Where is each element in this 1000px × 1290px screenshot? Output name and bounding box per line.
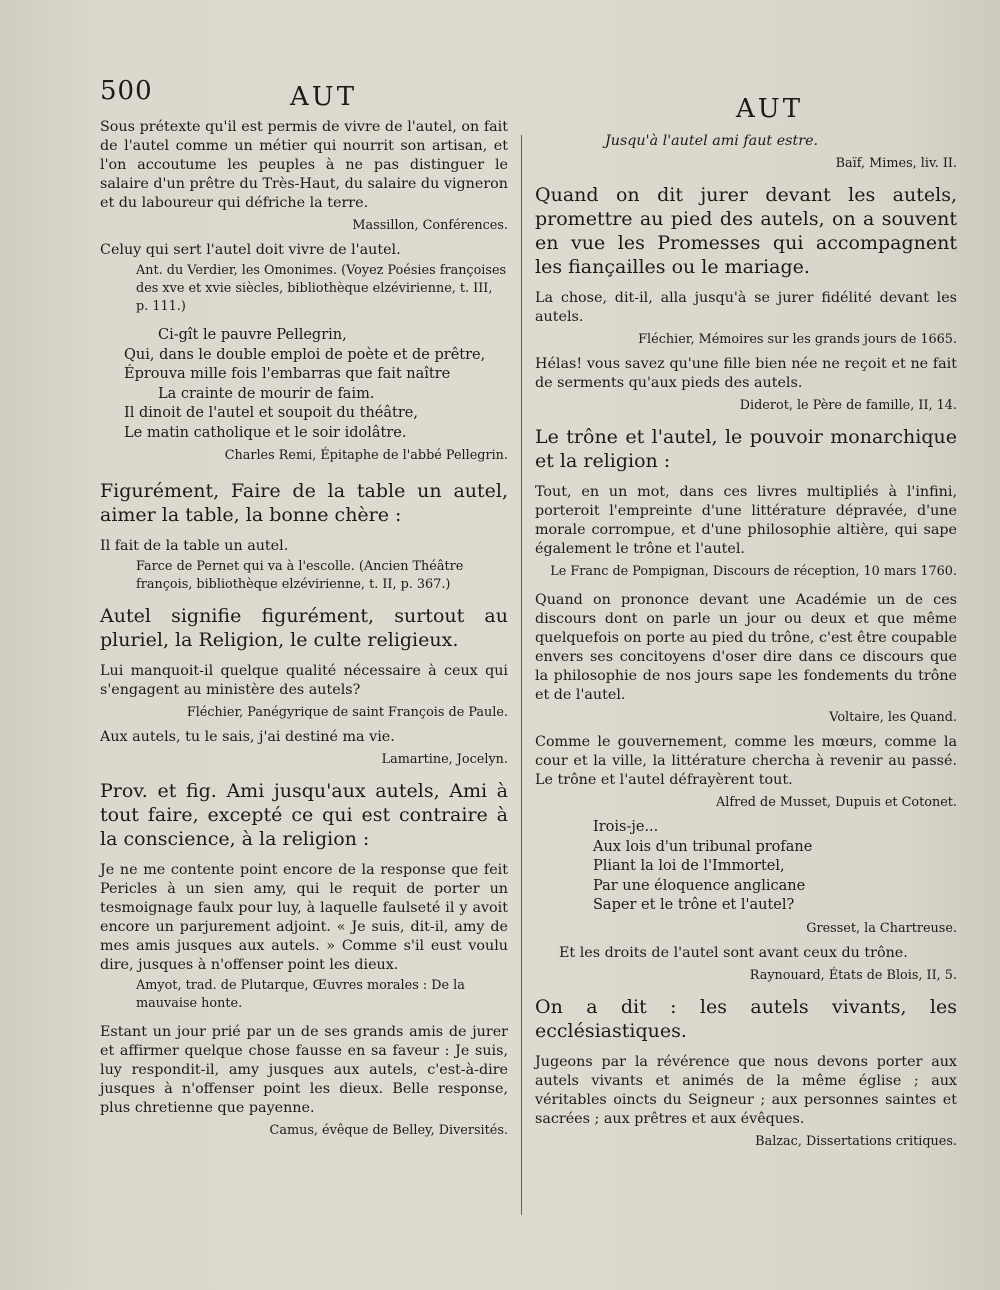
definition-jurer-autels: Quand on dit jurer devant les autels, promettre au pied des autels, on a souvent en vue les Promesses qui accompagnent les fiançailles ou le mariage. — [535, 184, 957, 278]
column-divider — [521, 135, 522, 1215]
definition-ami-autels: Prov. et fig. Ami jusqu'aux autels, Ami à tout faire, excepté ce qui est contraire à la conscience, à la religion : — [100, 780, 508, 850]
right-column — [535, 132, 957, 1151]
verse-line: Qui, dans le double emploi de poète et de prêtre, — [124, 346, 486, 363]
quote-musset: Comme le gouvernement, comme les mœurs, comme la cour et la ville, la littérature chercha à revenir au passé. Le trône et l'autel défrayèrent tout. — [535, 734, 957, 788]
verse-line: Ci-gît le pauvre Pellegrin, — [158, 327, 347, 343]
quote-pompignan: Tout, en un mot, dans ces livres multipliés à l'infini, porteroit l'empreinte d'une littérature dépravée, d'une morale corrompue, et d'une philosophie altière, qui sape également le trône et l'autel. — [535, 484, 957, 557]
source-baif: Baïf, Mimes, liv. II. — [835, 156, 957, 171]
quote-lamartine: Aux autels, tu le sais, j'ai destiné ma vie. — [100, 729, 395, 745]
quote-balzac: Jugeons par la révérence que nous devons porter aux autels vivants et animés de la même église ; aux véritables oincts du Seigneur ; aux personnes saintes et sacrées ; aux prêtres et aux évêques. — [535, 1053, 957, 1127]
definition-autels-vivants: On a dit : les autels vivants, les ecclésiastiques. — [535, 995, 957, 1042]
source-massillon: Massillon, Conférences. — [352, 218, 508, 233]
quote-diderot: Hélas! vous savez qu'une fille bien née ne reçoit et ne fait de serments qu'aux pieds des autels. — [535, 356, 957, 391]
source-raynouard: Raynouard, États de Blois, II, 5. — [749, 967, 957, 983]
quote-baif: Jusqu'à l'autel ami faut estre. — [605, 133, 819, 149]
quote-table-autel: Il fait de la table un autel. — [100, 538, 289, 554]
verse-line: La crainte de mourir de faim. — [158, 385, 375, 402]
source-musset: Alfred de Musset, Dupuis et Cotonet. — [716, 795, 957, 810]
running-head-right: AUT — [736, 94, 804, 124]
definition-religion: Autel signifie figurément, surtout au pluriel, la Religion, le culte religieux. — [100, 605, 508, 651]
verse-pellegrin — [100, 326, 508, 443]
source-lamartine: Lamartine, Jocelyn. — [381, 752, 508, 767]
verse-line: Irois-je... — [593, 819, 659, 835]
source-balzac: Balzac, Dissertations critiques. — [755, 1133, 957, 1149]
verse-line: Pliant la loi de l'Immortel, — [593, 858, 785, 874]
quote-amyot: Je ne me contente point encore de la response que feit Pericles à un sien amy, qui le requit de porter un tesmoignage faulx pour luy, à laquelle faulseté il y avoit encore un parjurement adjoint. « Je suis, dit-il, amy de mes amis jusques aux autels. » Comme s'il eust voulu dire, jusques à n'offenser point les dieux. — [100, 862, 508, 973]
definition-trone-autel: Le trône et l'autel, le pouvoir monarchique et la religion : — [535, 426, 957, 472]
quote-camus: Estant un jour prié par un de ses grands amis de jurer et affirmer quelque chose fausse en sa faveur : Je suis, luy respondit-il, amy jusques aux autels, c'est-à-dire jusques à n'offenser point les dieux. Belle response, plus chretienne que payenne. — [100, 1024, 508, 1116]
verse-gresset — [535, 818, 957, 916]
definition-table-autel: Figurément, Faire de la table un autel, aimer la table, la bonne chère : — [100, 480, 508, 526]
quote-voltaire: Quand on prononce devant une Académie un de ces discours dont on parle un jour ou deux et que même quelquefois on porte au pied du trône, c'est être coupable envers ses concitoyens d'oser dire dans ce discours que la philosophie de nos jours sape les fondements du trône et de l'autel. — [535, 592, 957, 703]
quote-flechier-1: Lui manquoit-il quelque qualité nécessaire à ceux qui s'engagent au ministère des autels? — [100, 663, 508, 698]
source-flechier-1: Fléchier, Panégyrique de saint François de Paule. — [186, 705, 508, 720]
verse-line: Il dinoit de l'autel et soupoit du théâtre, — [124, 405, 418, 421]
page-number: 500 — [100, 76, 153, 106]
verse-line: Éprouva mille fois l'embarras que fait naître — [124, 366, 451, 382]
running-head-left: AUT — [290, 82, 358, 112]
quote-massillon: Sous prétexte qu'il est permis de vivre de l'autel, on fait de l'autel comme un métier qui nourrit son artisan, et l'on accoutume les peuples à ne pas distinguer le salaire d'un prêtre du Très-Haut, du salaire du vigneron et du laboureur qui défriche la terre. — [100, 119, 508, 211]
verse-line: Saper et le trône et l'autel? — [593, 897, 795, 913]
source-verdier: Ant. du Verdier, les Omonimes. (Voyez Poésies françoises des xve et xvie siècles, bibliothèque elzévirienne, t. III, p. 111.) — [136, 263, 507, 314]
source-diderot: Diderot, le Père de famille, II, 14. — [739, 398, 957, 413]
quote-raynouard: Et les droits de l'autel sont avant ceux du trône. — [559, 944, 908, 961]
quote-flechier-2: La chose, dit-il, alla jusqu'à se jurer fidélité devant les autels. — [535, 290, 957, 325]
source-voltaire: Voltaire, les Quand. — [829, 710, 957, 725]
verse-line: Aux lois d'un tribunal profane — [593, 838, 813, 855]
verse-line: Par une éloquence anglicane — [593, 877, 806, 894]
source-camus: Camus, évêque de Belley, Diversités. — [269, 1123, 508, 1138]
source-remi: Charles Remi, Épitaphe de l'abbé Pellegrin. — [224, 448, 508, 463]
source-flechier-2: Fléchier, Mémoires sur les grands jours de 1665. — [638, 332, 957, 347]
source-gresset: Gresset, la Chartreuse. — [806, 920, 957, 936]
source-pompignan: Le Franc de Pompignan, Discours de réception, 10 mars 1760. — [550, 564, 957, 579]
source-farce-pernet: Farce de Pernet qui va à l'escolle. (Ancien Théâtre françois, bibliothèque elzévirienne, t. II, p. 367.) — [136, 559, 464, 592]
left-column — [100, 118, 508, 1140]
quote-verdier: Celuy qui sert l'autel doit vivre de l'autel. — [100, 242, 401, 258]
verse-line: Le matin catholique et le soir idolâtre. — [124, 424, 407, 441]
source-amyot: Amyot, trad. de Plutarque, Œuvres morales : De la mauvaise honte. — [136, 978, 465, 1011]
